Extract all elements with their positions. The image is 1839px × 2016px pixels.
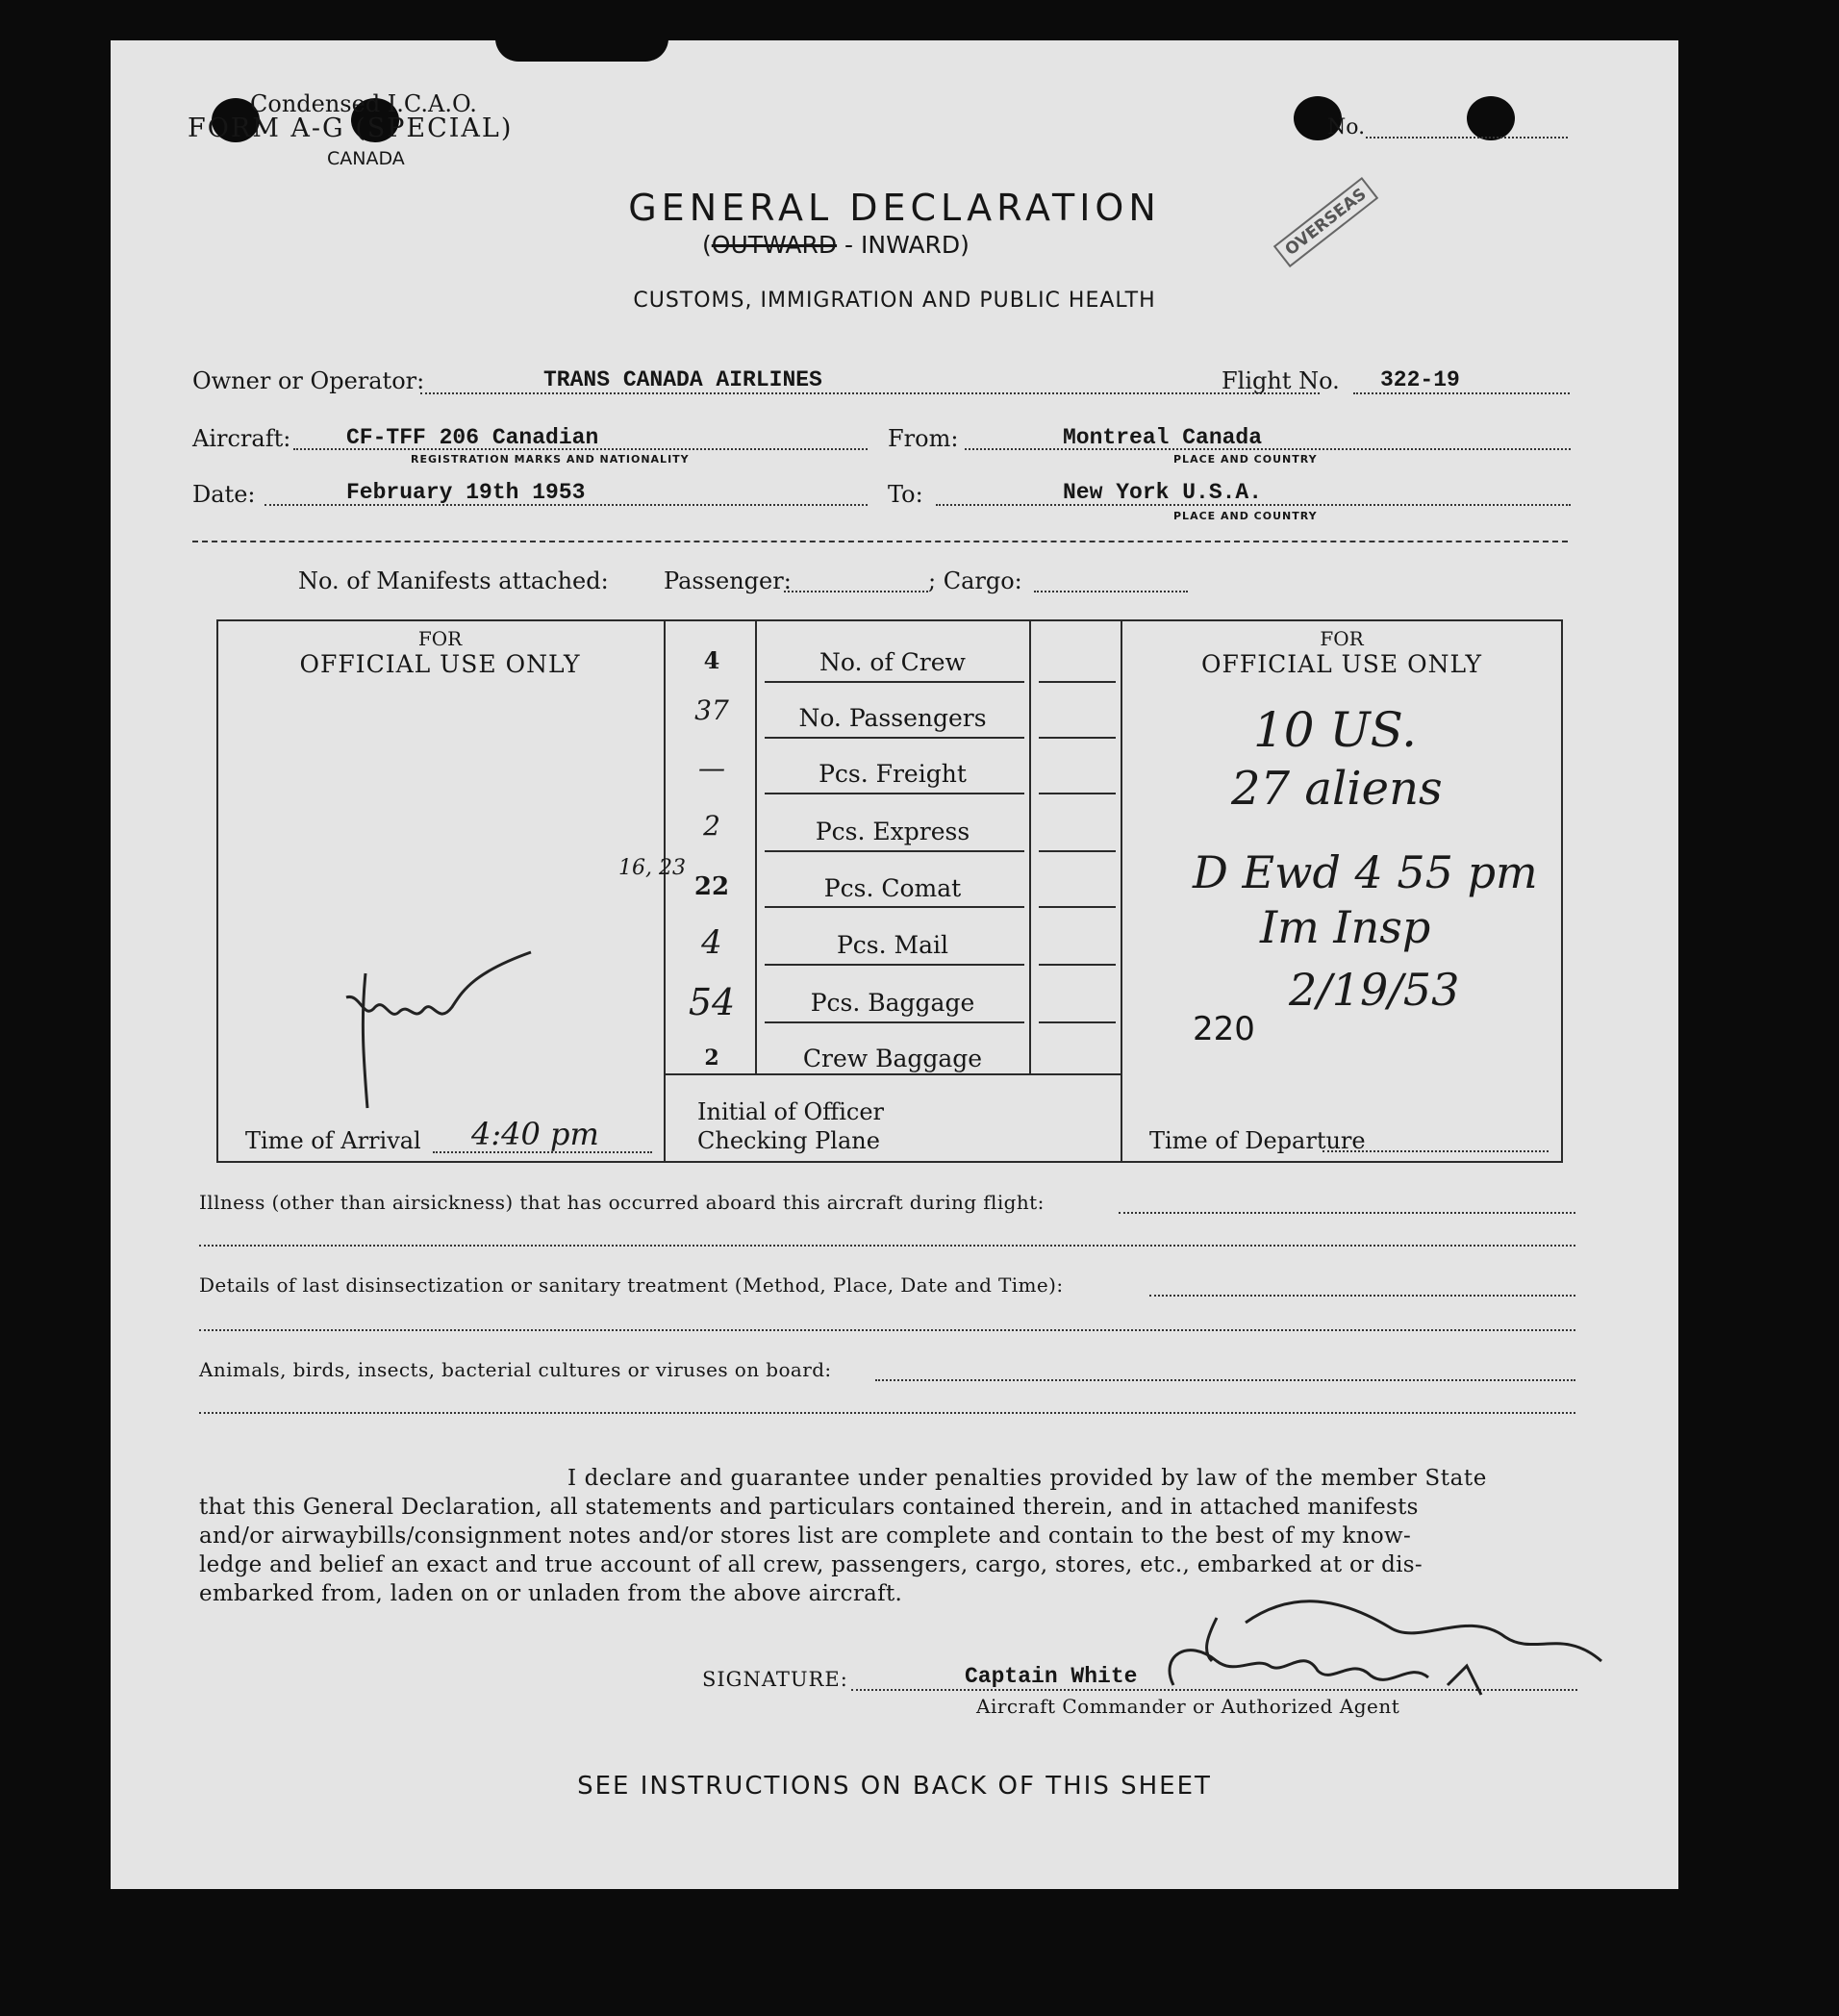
crew-baggage-label: Crew Baggage [802, 1045, 983, 1072]
note-inspector: Im Insp [1260, 901, 1431, 953]
animals-label: Animals, birds, insects, bacterial cultures or viruses on board: [199, 1358, 832, 1381]
owner-label: Owner or Operator: [192, 367, 425, 394]
punch-hole [1467, 96, 1515, 140]
subtitle: CUSTOMS, IMMIGRATION AND PUBLIC HEALTH [633, 289, 1156, 313]
mail-label: Pcs. Mail [836, 931, 949, 959]
to-label: To: [888, 481, 923, 508]
owner-value: TRANS CANADA AIRLINES [543, 367, 822, 392]
baggage-label: Pcs. Baggage [810, 989, 975, 1017]
page-title: GENERAL DECLARATION [628, 187, 1161, 229]
aircraft-value: CF-TFF 206 Canadian [346, 425, 599, 450]
date-value: February 19th 1953 [346, 480, 586, 505]
baggage-count: 54 [688, 981, 736, 1023]
cargo-label: ; Cargo: [928, 567, 1022, 594]
express-count: 2 [703, 810, 720, 842]
declaration-line4: ledge and belief an exact and true account of all crew, passengers, cargo, stores, etc., embarked at or dis- [199, 1552, 1423, 1577]
crew-baggage-count: 2 [704, 1046, 719, 1071]
officer-initials-signature [308, 906, 539, 1118]
outward-struck: OUTWARD [711, 231, 838, 259]
official-only-right: OFFICIAL USE ONLY [1201, 650, 1482, 678]
signature-label: SIGNATURE: [702, 1668, 848, 1691]
note-endorsed-time: D Ewd 4 55 pm [1193, 846, 1538, 898]
from-caption: PLACE AND COUNTRY [1173, 453, 1318, 466]
stamp: OVERSEAS [1273, 177, 1379, 267]
arrival-value: 4:40 pm [471, 1116, 599, 1152]
to-caption: PLACE AND COUNTRY [1173, 510, 1318, 522]
crew-count: 4 [703, 646, 720, 674]
captain-signature [1101, 1570, 1640, 1704]
disinsectization-label: Details of last disinsectization or sanitary treatment (Method, Place, Date and Time): [199, 1273, 1064, 1297]
checking-plane-label: Checking Plane [697, 1127, 880, 1154]
flight-value: 322-19 [1380, 367, 1460, 392]
country-label: CANADA [327, 148, 405, 169]
passengers-label: No. Passengers [798, 704, 987, 732]
declaration-line5: embarked from, laden on or unladen from the above aircraft. [199, 1581, 903, 1606]
departure-label: Time of Departure [1149, 1127, 1366, 1154]
form-sheet [111, 40, 1678, 1889]
passenger-label: Passenger: [664, 567, 792, 594]
initial-officer-label: Initial of Officer [697, 1098, 885, 1125]
signature-caption: Aircraft Commander or Authorized Agent [976, 1695, 1400, 1718]
declaration-line1: I declare and guarantee under penalties provided by law of the member State [567, 1466, 1487, 1491]
from-label: From: [888, 425, 959, 452]
form-line1: Condensed I.C.A.O. [250, 90, 477, 117]
note-number: 220 [1193, 1010, 1255, 1048]
form-line2: FORM A-G (SPECIAL) [188, 113, 514, 143]
mail-count: 4 [701, 923, 722, 962]
arrival-label: Time of Arrival [245, 1127, 421, 1154]
declaration-line3: and/or airwaybills/consignment notes and/or stores list are complete and contain to the best of my know- [199, 1524, 1412, 1549]
express-label: Pcs. Express [815, 818, 970, 845]
manifests-label: No. of Manifests attached: [298, 567, 609, 594]
date-label: Date: [192, 481, 256, 508]
to-value: New York U.S.A. [1063, 480, 1263, 505]
declaration-line2: that this General Declaration, all statements and particulars contained therein, and in attached manifests [199, 1495, 1419, 1520]
crew-label: No. of Crew [819, 648, 966, 676]
comat-count: 22 [693, 872, 730, 901]
comat-note: 16, 23 [618, 856, 686, 880]
outward-label: (OUTWARD - INWARD) [702, 231, 970, 259]
aircraft-caption: REGISTRATION MARKS AND NATIONALITY [411, 453, 690, 466]
no-label: No. [1327, 115, 1366, 139]
footer-instructions: SEE INSTRUCTIONS ON BACK OF THIS SHEET [577, 1772, 1212, 1801]
official-for-left: FOR [417, 627, 463, 650]
flight-label: Flight No. [1222, 367, 1340, 394]
official-only-left: OFFICIAL USE ONLY [299, 650, 581, 678]
freight-count: — [698, 752, 725, 784]
torn-edge [495, 38, 668, 62]
passengers-count: 37 [694, 694, 729, 726]
note-aliens-count: 27 aliens [1231, 762, 1443, 816]
aircraft-label: Aircraft: [192, 425, 291, 452]
freight-label: Pcs. Freight [819, 760, 967, 788]
inward-label: - INWARD) [844, 231, 970, 259]
official-for-right: FOR [1320, 627, 1364, 650]
from-value: Montreal Canada [1063, 425, 1263, 450]
illness-label: Illness (other than airsickness) that has occurred aboard this aircraft during flight: [199, 1191, 1045, 1214]
comat-label: Pcs. Comat [823, 874, 962, 902]
note-us-count: 10 US. [1253, 702, 1418, 758]
signature-value: Captain White [965, 1664, 1138, 1689]
note-date: 2/19/53 [1289, 964, 1460, 1016]
